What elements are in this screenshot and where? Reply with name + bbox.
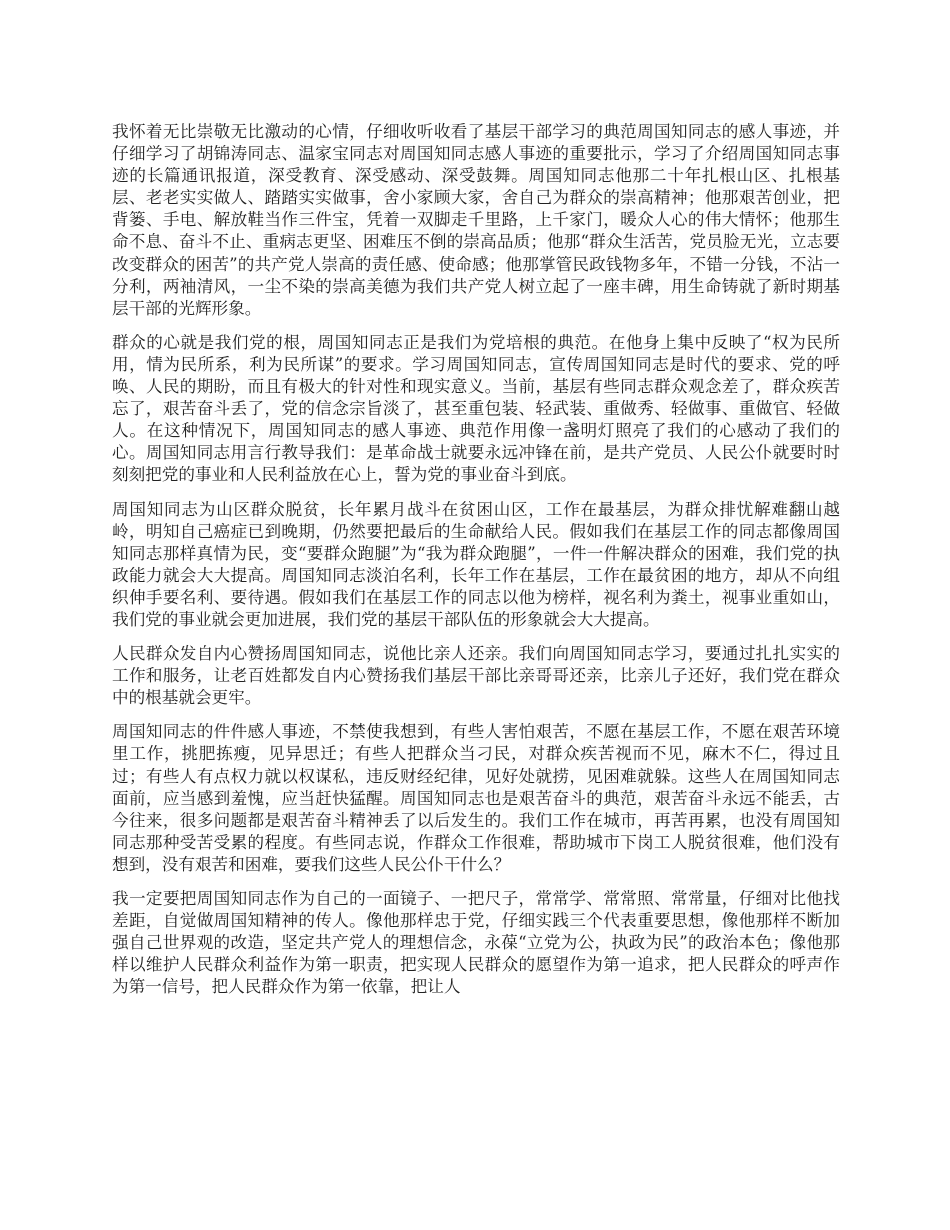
paragraph-5: 周国知同志的件件感人事迹，不禁使我想到，有些人害怕艰苦，不愿在基层工作，不愿在艰苦环境里工作，挑肥拣瘦，见异思迁；有些人把群众当刁民，对群众疾苦视而不见，麻木不仁，得过且过；有些人有点权力就以权谋私，违反财经纪律，见好处就捞，见困难就躲。这些人在周国知同志面前，应当感到羞愧，应当赶快猛醒。周国知同志也是艰苦奋斗的典范，艰苦奋斗永远不能丢，古今往来，很多问题都是艰苦奋斗精神丢了以后发生的。我们工作在城市，再苦再累，也没有周国知同志那种受苦受累的程度。有些同志说，作群众工作很难，帮助城市下岗工人脱贫很难，他们没有想到，没有艰苦和困难，要我们这些人民公仆干什么？: [112, 722, 840, 874]
paragraph-4: 人民群众发自内心赞扬周国知同志，说他比亲人还亲。我们向周国知同志学习，要通过扎扎实实的工作和服务，让老百姓都发自内心赞扬我们基层干部比亲哥哥还亲，比亲儿子还好，我们党在群众中的根基就会更牢。: [112, 644, 840, 708]
paragraph-1: 我怀着无比崇敬无比激动的心情，仔细收听收看了基层干部学习的典范周国知同志的感人事迹，并仔细学习了胡锦涛同志、温家宝同志对周国知同志感人事迹的重要批示，学习了介绍周国知同志事迹的长篇通讯报道，深受教育、深受感动、深受鼓舞。周国知同志他那二十年扎根山区、扎根基层、老老实实做人、踏踏实实做事，舍小家顾大家，舍自己为群众的崇高精神；他那艰苦创业，把背篓、手电、解放鞋当作三件宝，凭着一双脚走千里路，上千家门，暖众人心的伟大情怀；他那生命不息、奋斗不止、重病志更坚、困难压不倒的崇高品质；他那“群众生活苦，党员脸无光，立志要改变群众的困苦”的共产党人崇高的责任感、使命感；他那掌管民政钱物多年，不错一分钱，不沾一分利，两袖清风，一尘不染的崇高美德为我们共产党人树立起了一座丰碑，用生命铸就了新时期基层干部的光辉形象。: [112, 122, 840, 318]
paragraph-3: 周国知同志为山区群众脱贫，长年累月战斗在贫困山区，工作在最基层，为群众排忧解难翻山越岭，明知自己癌症已到晚期，仍然要把最后的生命献给人民。假如我们在基层工作的同志都像周国知同志那样真情为民，变“要群众跑腿”为“我为群众跑腿”，一件一件解决群众的困难，我们党的执政能力就会大大提高。周国知同志淡泊名利，长年工作在基层，工作在最贫困的地方，却从不向组织伸手要名利、要待遇。假如我们在基层工作的同志以他为榜样，视名利为粪土，视事业重如山，我们党的事业就会更加进展，我们党的基层干部队伍的形象就会大大提高。: [112, 499, 840, 629]
paragraph-2: 群众的心就是我们党的根，周国知同志正是我们为党培根的典范。在他身上集中反映了“权为民所用，情为民所系，利为民所谋”的要求。学习周国知同志，宣传周国知同志是时代的要求、党的呼唤、人民的期盼，而且有极大的针对性和现实意义。当前，基层有些同志群众观念差了，群众疾苦忘了，艰苦奋斗丢了，党的信念宗旨淡了，甚至重包装、轻武装、重做秀、轻做事、重做官、轻做人。在这种情况下，周国知同志的感人事迹、典范作用像一盏明灯照亮了我们的心感动了我们的心。周国知同志用言行教导我们：是革命战士就要永远冲锋在前，是共产党员、人民公仆就要时时刻刻把党的事业和人民利益放在心上，誓为党的事业奋斗到底。: [112, 332, 840, 485]
document-body: [112, 121, 840, 1010]
paragraph-6: 我一定要把周国知同志作为自己的一面镜子、一把尺子，常常学、常常照、常常量，仔细对比他找差距，自觉做周国知精神的传人。像他那样忠于党，仔细实践三个代表重要思想，像他那样不断加强自己世界观的改造，坚定共产党人的理想信念，永葆“立党为公，执政为民”的政治本色；像他那样以维护人民群众利益作为第一职责，把实现人民群众的愿望作为第一追求，把人民群众的呼声作为第一信号，把人民群众作为第一依靠，把让人: [112, 889, 840, 997]
